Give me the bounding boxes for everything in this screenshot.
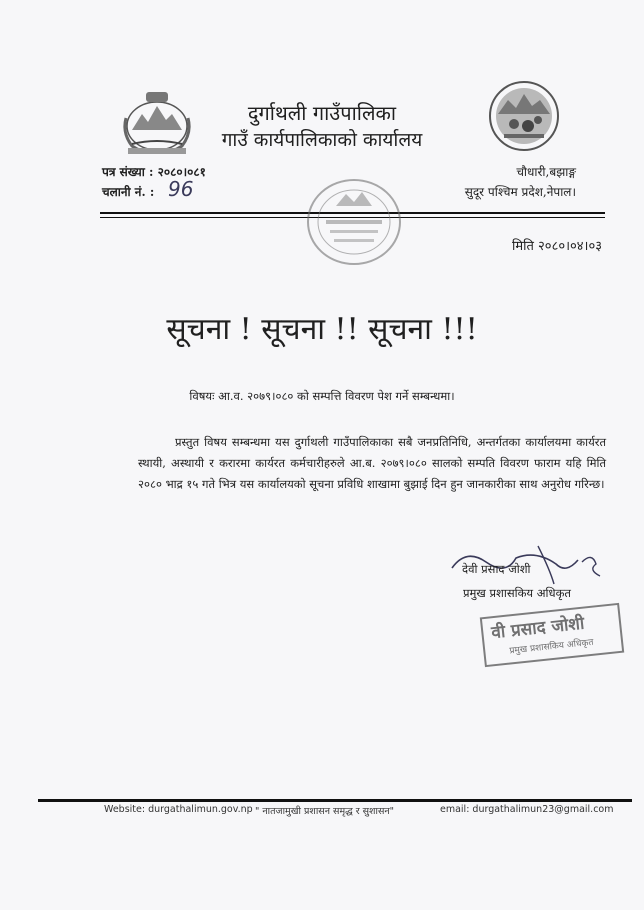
- signatory-title: प्रमुख प्रशासकिय अधिकृत: [463, 586, 571, 600]
- office-seal-stamp-icon: [304, 176, 404, 268]
- footer-email: email: durgathalimun23@gmail.com: [440, 804, 614, 815]
- notice-body: प्रस्तुत विषय सम्बन्धमा यस दुर्गाथली गाउँपालिकाका सबै जनप्रतिनिधि, अन्तर्गतका कार्यालयमा कार्यरत स्थायी, अस्थायी र करारमा कार्यरत कर्मचारीहरुले आ.ब. २०७९।०८० सालको सम्पति विवरण फाराम यहि मिति २०८० भाद्र १५ गते भित्र यस कार्यालयको सूचना प्रविधि शाखामा बुझाई दिन हुन जानकारीका साथ अनुरोध गरिन्छ।: [138, 435, 606, 491]
- office-name: दुर्गाथली गाउँपालिका: [247, 101, 397, 125]
- name-stamp-title: प्रमुख प्रशासकिय अधिकृत: [508, 637, 595, 657]
- footer-website: Website: durgathalimun.gov.np: [104, 804, 253, 815]
- signatory-name: देवी प्रसाद जोशी: [462, 562, 531, 576]
- notice-heading: सूचना ! सूचना !! सूचना !!!: [166, 312, 478, 347]
- location-line-2: सुदूर पश्चिम प्रदेश,नेपाल।: [464, 185, 576, 199]
- notice-date: मिति २०८०।०४।०३: [512, 239, 602, 254]
- name-stamp: [480, 603, 624, 667]
- dispatch-number-label: चलानी नं. :: [102, 185, 155, 199]
- footer-divider: [38, 799, 632, 802]
- notice-subject: विषयः आ.व. २०७९।०८० को सम्पत्ति विवरण पेश गर्ने सम्बन्धमा।: [189, 389, 455, 403]
- dispatch-number-handwritten: 96: [168, 177, 194, 201]
- office-subtitle: गाउँ कार्यपालिकाको कार्यालय: [221, 129, 423, 151]
- footer-slogan: " नातजामुखी प्रशासन समृद्ध र सुशासन": [255, 806, 395, 817]
- reference-number: पत्र संख्या : २०८०।०८१: [102, 165, 206, 179]
- name-stamp-name: वी प्रसाद जोशी: [490, 613, 586, 644]
- location-line-1: चौधारी,बझाङ्ग: [516, 165, 576, 179]
